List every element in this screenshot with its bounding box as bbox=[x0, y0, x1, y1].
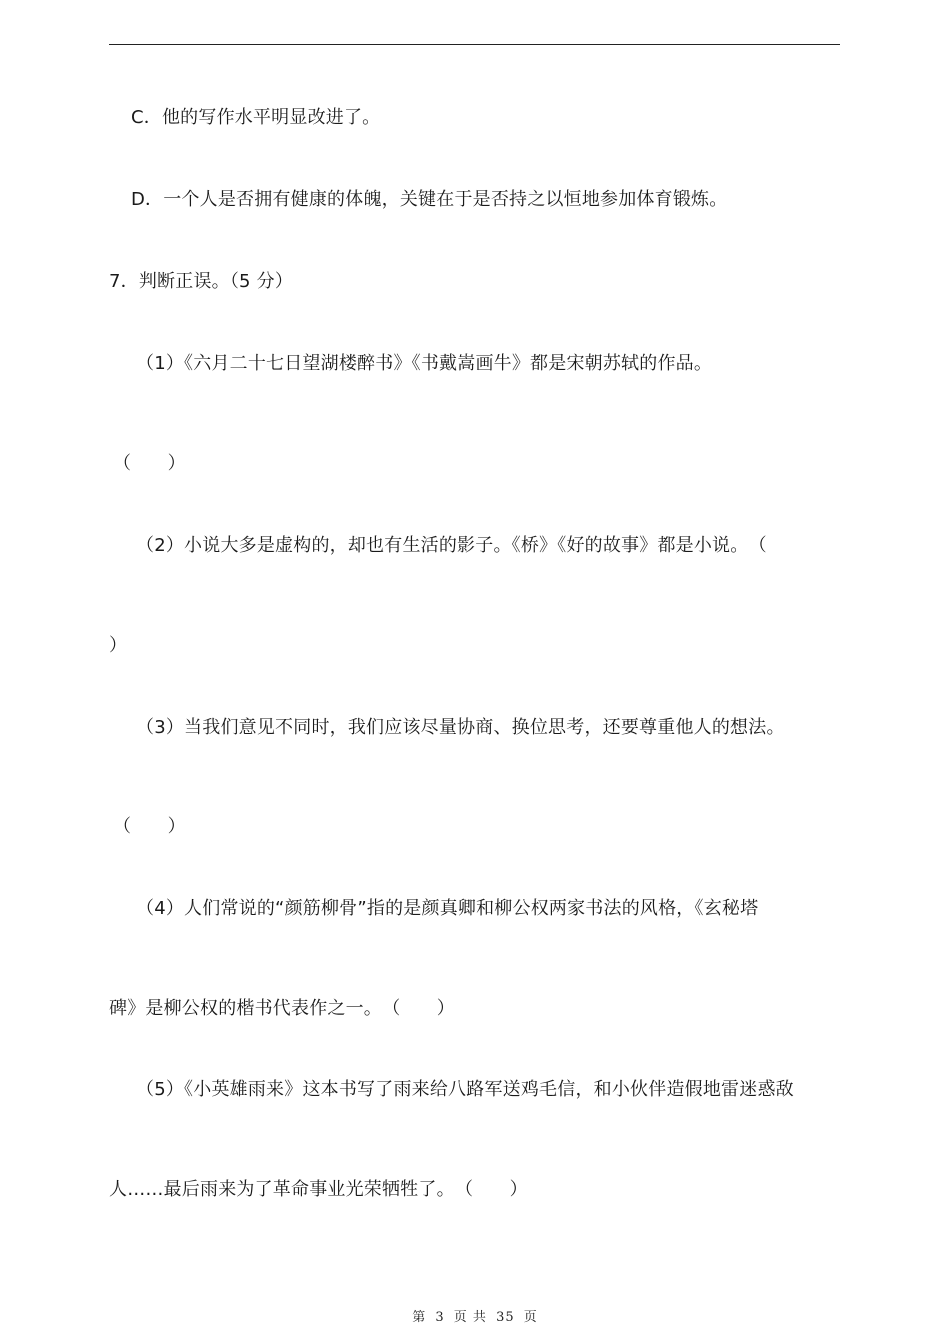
answer-blank-2-close: ） bbox=[109, 635, 128, 656]
answer-blank-1: （ ） bbox=[113, 453, 186, 474]
question-7-item-5-line-2: 人……最后雨来为了革命事业光荣牺牲了。 （ ） bbox=[109, 1179, 528, 1200]
footer-total-pages: 35 bbox=[496, 1310, 515, 1325]
question-7-item-3: （3）当我们意见不同时，我们应该尽量协商、换位思考，还要尊重他人的想法。 bbox=[136, 717, 785, 738]
question-7-heading: 7．判断正误。（5 分） bbox=[109, 271, 294, 292]
header-rule bbox=[109, 44, 840, 45]
option-c: C．他的写作水平明显改进了。 bbox=[131, 107, 381, 128]
question-7-item-4-line-1: （4）人们常说的“颜筋柳骨”指的是颜真卿和柳公权两家书法的风格，《玄秘塔 bbox=[136, 898, 759, 919]
option-d: D．一个人是否拥有健康的体魄，关键在于是否持之以恒地参加体育锻炼。 bbox=[131, 189, 728, 210]
question-7-item-5-line-1: （5）《小英雄雨来》这本书写了雨来给八路军送鸡毛信，和小伙伴造假地雷迷惑敌 bbox=[136, 1079, 794, 1100]
footer-page-number: 3 bbox=[435, 1310, 445, 1325]
page-footer bbox=[0, 1306, 950, 1325]
answer-blank-3: （ ） bbox=[113, 816, 186, 837]
question-7-item-1: （1）《六月二十七日望湖楼醉书》《书戴嵩画牛》都是宋朝苏轼的作品。 bbox=[136, 353, 713, 374]
footer-suffix: 页 bbox=[523, 1310, 538, 1325]
footer-prefix: 第 bbox=[412, 1310, 427, 1325]
question-7-item-2: （2）小说大多是虚构的，却也有生活的影子。《桥》《好的故事》都是小说。 （ bbox=[136, 535, 767, 556]
footer-mid: 页 共 bbox=[453, 1310, 487, 1325]
question-7-item-4-line-2: 碑》是柳公权的楷书代表作之一。 （ ） bbox=[109, 998, 455, 1019]
